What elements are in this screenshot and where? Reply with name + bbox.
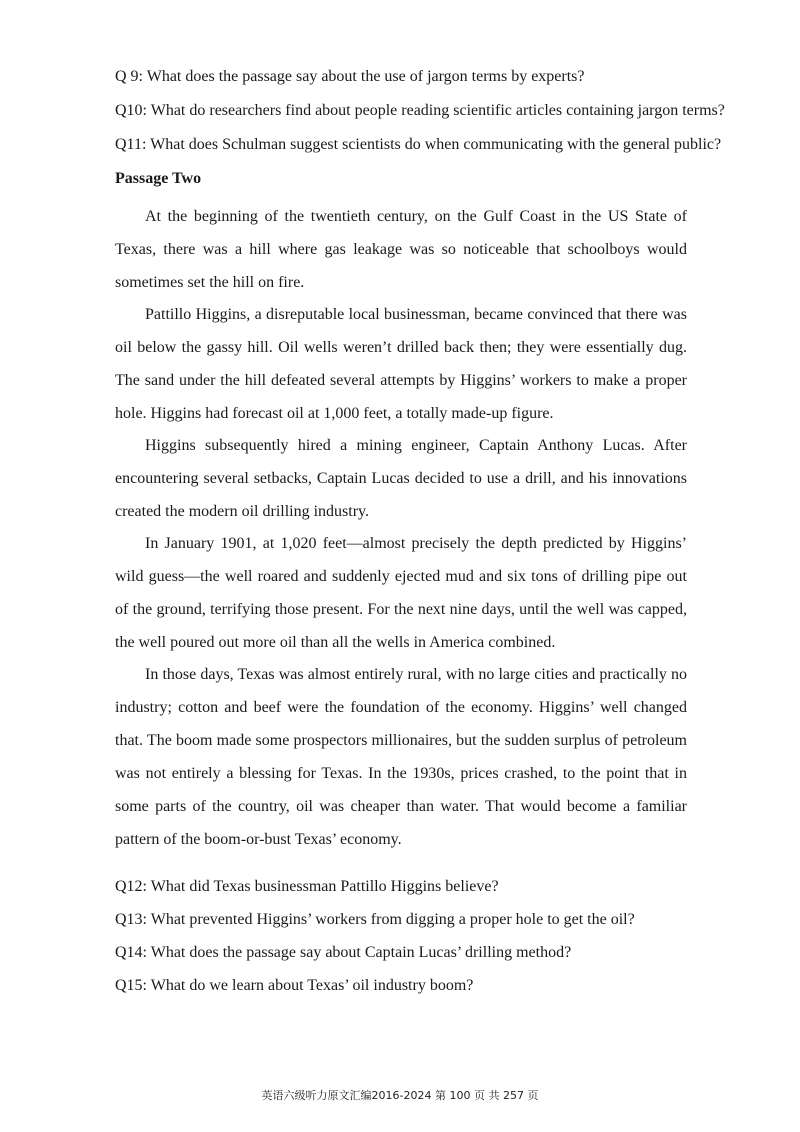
- question-13: Q13: What prevented Higgins’ workers from digging a proper hole to get the oil?: [115, 911, 635, 928]
- page-content: [115, 66, 725, 1008]
- paragraph-1: At the beginning of the twentieth century, on the Gulf Coast in the US State of Texas, there was a hill where gas leakage was so noticeable that schoolboys would sometimes set the hill on fire.: [115, 208, 687, 291]
- paragraph-3: Higgins subsequently hired a mining engineer, Captain Anthony Lucas. After encountering several setbacks, Captain Lucas decided to use a drill, and his innovations created the modern oil drilling industry.: [115, 437, 687, 520]
- paragraph-2: Pattillo Higgins, a disreputable local businessman, became convinced that there was oil below the gassy hill. Oil wells weren’t drilled back then; they were essentially dug. The sand under the hill defeated several attempts by Higgins’ workers to make a proper hole. Higgins had forecast oil at 1,000 feet, a totally made-up figure.: [115, 306, 687, 422]
- question-9: Q 9: What does the passage say about the use of jargon terms by experts?: [115, 68, 585, 85]
- question-15: Q15: What do we learn about Texas’ oil industry boom?: [115, 977, 474, 994]
- passage-heading: Passage Two: [115, 170, 202, 187]
- question-10: Q10: What do researchers find about people reading scientific articles containing jargon terms?: [115, 102, 725, 119]
- question-11: Q11: What does Schulman suggest scientists do when communicating with the general public?: [115, 136, 722, 153]
- page-footer: 英语六级听力原文汇编2016-2024 第 100 页 共 257 页: [261, 1089, 539, 1102]
- question-14: Q14: What does the passage say about Captain Lucas’ drilling method?: [115, 944, 572, 961]
- paragraph-4: In January 1901, at 1,020 feet—almost precisely the depth predicted by Higgins’ wild guess—the well roared and suddenly ejected mud and six tons of drilling pipe out of the ground, terrifying those present. For the next nine days, until the well was capped, the well poured out more oil than all the wells in America combined.: [115, 535, 687, 651]
- paragraph-5: In those days, Texas was almost entirely rural, with no large cities and practically no industry; cotton and beef were the foundation of the economy. Higgins’ well changed that. The boom made some prospectors millionaires, but the sudden surplus of petroleum was not entirely a blessing for Texas. In the 1930s, prices crashed, to the point that in some parts of the country, oil was cheaper than water. That would become a familiar pattern of the boom-or-bust Texas’ economy.: [115, 666, 687, 848]
- question-12: Q12: What did Texas businessman Pattillo Higgins believe?: [115, 878, 499, 895]
